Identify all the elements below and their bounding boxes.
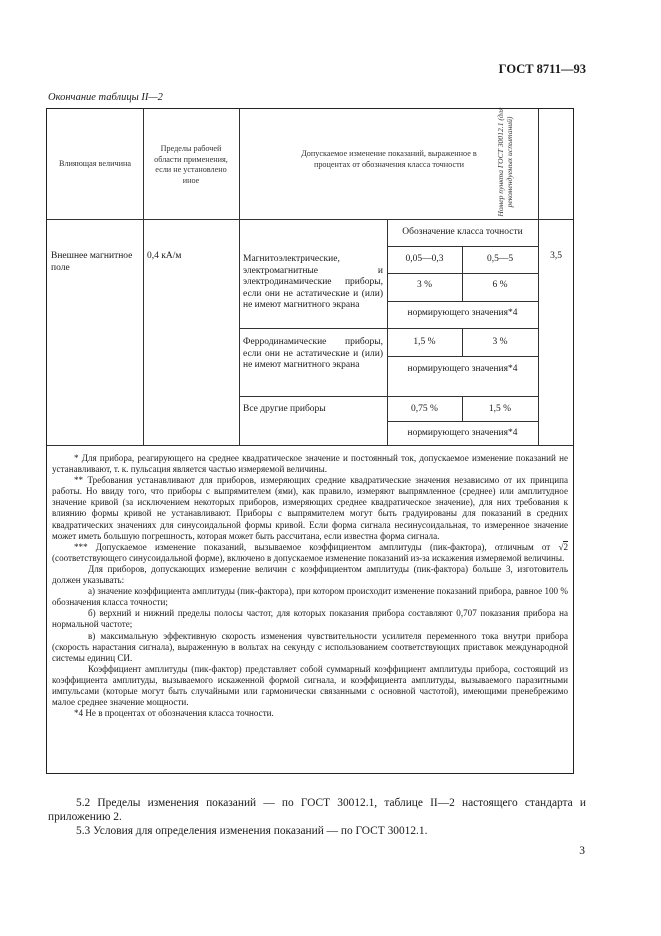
group-other: Все другие приборы [243,404,326,414]
change-value: 1,5 % [413,337,436,347]
group-ferrodynamic: Ферродинамические приборы, если они не астатические и (или) не имеют магнитного экрана [243,337,383,370]
section-5-2: 5.2 Пределы изменения показаний — по ГОСТ 30012.1, таблице II—2 настоящего стандарта и приложению 2. [48,797,586,823]
footnote-3: *** Допускаемое изменение показаний, вызываемое коэффициентом амплитуды (пик-фактора), отличным от √2 (соответствующего синусоидальной форме), включено в допускаемое изменение показаний из-за искажения измеряемой величины. [52,541,568,563]
limit-value: 0,4 кА/м [147,251,182,261]
note-paragraph: Коэффициент амплитуды (пик-фактор) представляет собой суммарный коэффициент амплитуды прибора, состоящий из коэффициента амплитуды, вызываемого искаженной формой сигнала, и коэффициента амплитуды, вызываемого паразитными импульсами (которые могут быть случайными или гармонически связанными с основной частотой), имеющими пренебрежимо малое среднее значение мощности. [52,663,568,708]
footnote-1: * Для прибора, реагирующего на среднее квадратическое значение и постоянный ток, допускаемое изменение показаний не устанавливают, т. к. пульсация является частью измеряемой величины. [52,453,568,475]
rule [143,109,144,445]
page-number: 3 [579,845,585,857]
class-range: 0,5—5 [486,254,514,264]
influence-value: Внешнее магнитное поле [51,251,133,273]
rule [387,356,538,357]
change-value: 3 % [416,280,433,290]
rule [538,109,539,445]
unit-note: нормирующего значения*4 [407,428,518,438]
change-value: 3 % [492,337,508,347]
table-caption: Окончание таблицы II—2 [48,92,163,103]
class-range: 0,05—0,3 [405,254,444,264]
note-paragraph: Для приборов, допускающих измерение величин с коэффициентом амплитуды (пик-фактора) больше 3, изготовитель должен указывать: [52,563,568,586]
group-magnetoelectric: Магнитоэлектрические, электромагнитные и электродинамические приборы, если они не астатические и (или) не имеют магнитного экрана [243,254,383,310]
note-item-a: а) значение коэффициента амплитуды (пик-фактора), при котором происходит изменение показаний прибора, равное 100 % обозначения класса точности; [52,586,568,608]
footnote-3-text: *** Допускаемое изменение показаний, вызываемое коэффициентом амплитуды (пик-фактора), отличным от [74,541,559,552]
unit-note: нормирующего значения*4 [407,364,518,374]
col-header-limits: Пределы рабочей области применения, если не установлено иное [154,144,228,185]
change-value: 0,75 % [411,404,438,414]
document-header: ГОСТ 8711—93 [498,62,586,76]
table-footnotes [52,453,568,719]
sqrt-value: 2 [563,541,568,552]
col-header-clause: Номер пункта ГОСТ 30012.1 (для рекомендуемых испытаний) [496,107,514,217]
col-header-influence: Влияющая величина [59,159,131,168]
unit-note: нормирующего значения*4 [407,308,518,318]
section-5-3: 5.3 Условия для определения изменения показаний — по ГОСТ 30012.1. [76,825,428,837]
footnote-3-text: (соответствующего синусоидальной форме), включено в допускаемое изменение показаний из-за искажения измеряемой величины. [52,552,565,563]
footnote-2: ** Требования устанавливают для приборов, измеряющих средние квадратические значения независимо от их принципа работы. Но ввиду того, что приборы с выпрямителем (ями), как правило, измеряют выпрямленное (среднее) или амплитудное значение кривой (за исключением некоторых приборов, измеряющих среднее квадратическое значение), для них требования к влиянию формы кривой не устанавливают. Приборы с выпрямителем могут быть градуированы для показаний в средних квадратических значениях для синусоидальной формы кривой. Если форма сигнала несинусоидальная, то измеренное значение может иметь большую погрешность, которая может быть рассчитана, если известна форма сигнала. [52,475,568,541]
rule [387,301,538,302]
rule [239,396,538,397]
footnote-4: *4 Не в процентах от обозначения класса точности. [74,708,274,719]
rule [387,421,538,422]
header-bottom-rule [47,219,573,220]
note-item-b: б) верхний и нижний пределы полосы частот, для которых показания прибора составляют 0,707 показания прибора на нормальной частоте; [52,608,568,630]
change-value: 6 % [492,280,508,290]
rule [239,109,240,445]
change-value: 1,5 % [488,404,512,414]
clause-value: 3,5 [550,251,562,261]
table-body-bottom-rule [47,445,573,446]
col-header-change: Допускаемое изменение показаний, выраженное в процентах от обозначения класса точности [301,149,477,169]
note-item-c: в) максимальную эффективную скорость изменения чувствительности усилителя переменного тока внутри прибора (скорость нарастания сигнала), выраженную в вольтах на секунду с использованием соответствующих приставок международной системы единиц СИ. [52,630,568,663]
class-heading: Обозначение класса точности [402,227,523,237]
rule [239,328,538,329]
